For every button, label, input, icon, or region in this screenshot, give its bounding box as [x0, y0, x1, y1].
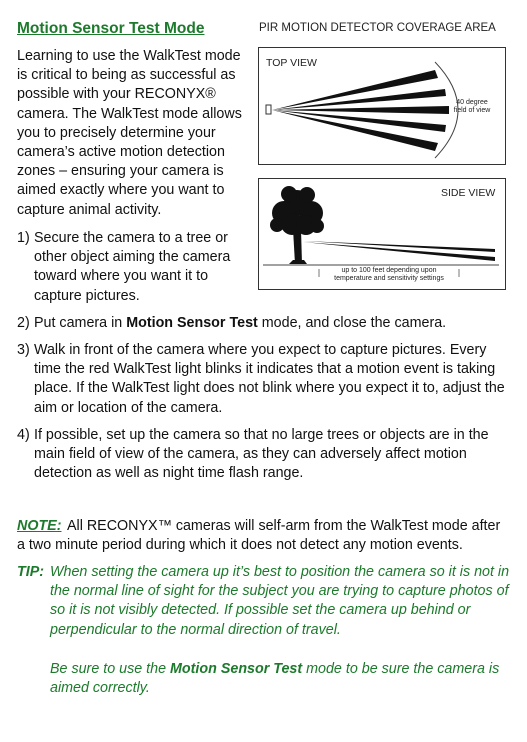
step-number: 1): [17, 230, 30, 246]
note-text: All RECONYX™ cameras will self-arm from the WalkTest mode after a two minute period during which it does not detect any motion events.: [17, 518, 501, 554]
side-beams: [303, 241, 495, 261]
step-1: [17, 229, 237, 306]
mode-name: Motion Sensor Test: [126, 315, 258, 331]
step-4: [17, 426, 512, 484]
camera-icon: [266, 105, 271, 114]
top-view-diagram: [258, 47, 506, 165]
step-2: [17, 314, 512, 333]
detection-beams: [272, 70, 449, 151]
range-label: [321, 267, 457, 283]
angle-label-line2: field of view: [453, 107, 491, 114]
tip-block: [17, 563, 515, 640]
angle-label-line1: 40 degree: [456, 99, 488, 106]
step-3: [17, 341, 512, 418]
step-text: Secure the camera to a tree or other object aiming the camera toward where you want it to capture pictures.: [34, 230, 231, 304]
tip-text: When setting the camera up it’s best to position the camera so it is not in the normal line of sight for the subject you are trying to capture photos of so it is not visibly detected. If possible set the camera up behind or perpendicular to the normal direction of travel.: [50, 564, 510, 638]
step-text: Walk in front of the camera where you expect to capture pictures. Every time the red WalkTest light blinks it indicates that a motion event is taking place. If the WalkTest light does not blink where you expect it to, adjust the aim or location of the camera.: [34, 342, 505, 416]
step-number: 2): [17, 315, 30, 331]
step-number: 4): [17, 427, 30, 443]
step-text-post: mode, and close the camera.: [257, 315, 447, 331]
top-view-label: TOP VIEW: [266, 57, 317, 69]
field-of-view-label: [445, 99, 499, 115]
note-label: NOTE:: [17, 518, 62, 534]
range-label-line2: temperature and sensitivity settings: [334, 275, 444, 282]
step-text-pre: Put camera in: [34, 315, 127, 331]
tree-icon: [270, 186, 324, 264]
range-label-line1: up to 100 feet depending upon: [341, 267, 437, 274]
tip-followup-post: mode to be sure the camera is aimed correctly.: [50, 661, 500, 697]
side-view-diagram: [258, 178, 506, 290]
tip-mode-name: Motion Sensor Test: [170, 661, 303, 677]
tip-followup: [50, 660, 510, 698]
page-title: Motion Sensor Test Mode: [17, 20, 205, 37]
side-view-label: SIDE VIEW: [441, 187, 496, 199]
tip-label: TIP:: [17, 564, 45, 580]
note-block: [17, 517, 512, 555]
step-text: [34, 314, 512, 333]
diagram-title: PIR MOTION DETECTOR COVERAGE AREA: [259, 22, 496, 34]
step-number: 3): [17, 342, 30, 358]
step-text: If possible, set up the camera so that no large trees or objects are in the main field of view of the camera, as they can adversely affect motion detection as well as night time flash range.: [34, 427, 489, 482]
intro-paragraph: Learning to use the WalkTest mode is critical to being as successful as possible with your RECONYX® camera. The WalkTest mode allows you to precisely determine your camera’s active motion detection zones – ensuring your camera is aimed exactly where you want to capture animal activity.: [17, 48, 242, 218]
tip-followup-pre: Be sure to use the: [50, 661, 171, 677]
